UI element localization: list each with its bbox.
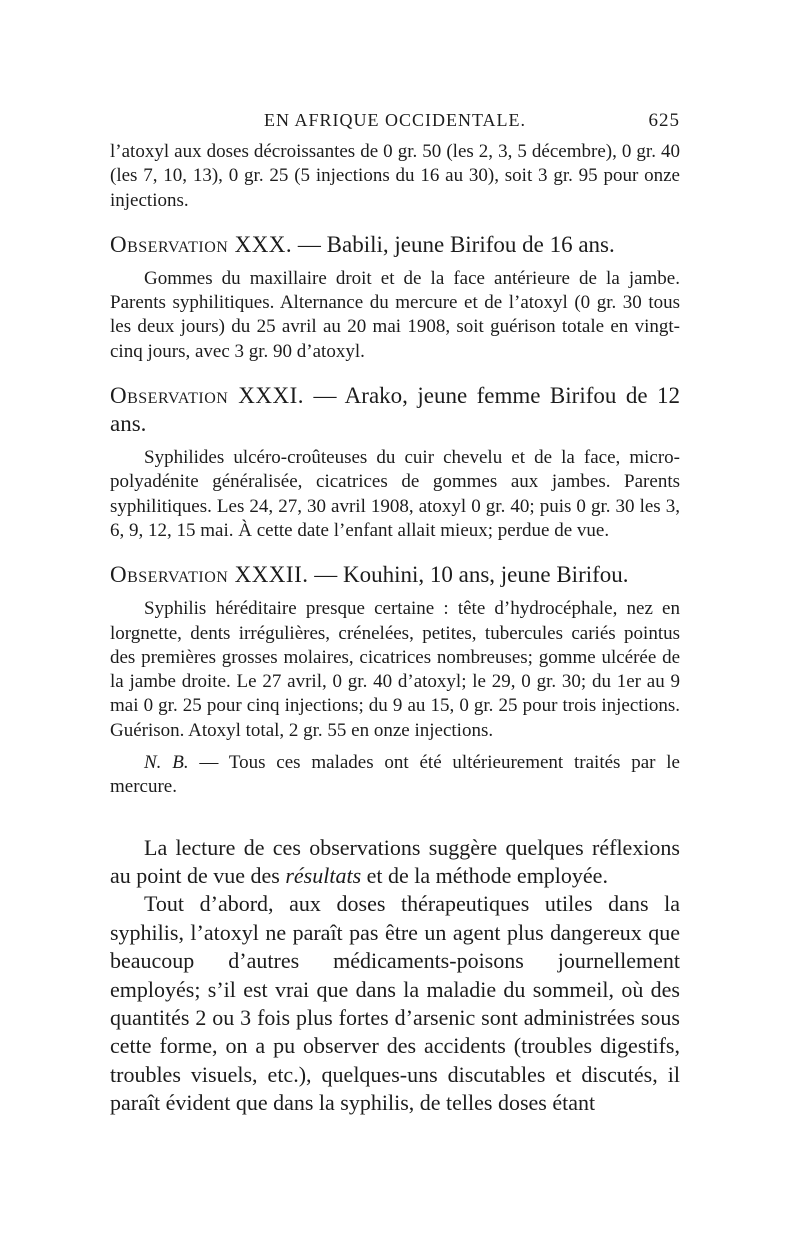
observation-32-label: Observation XXXII. [110, 562, 309, 588]
observation-30-label: Observation XXX. [110, 231, 293, 257]
running-head [110, 110, 680, 138]
nota-bene-label: N. B. [144, 752, 189, 774]
nota-bene [110, 751, 680, 800]
observation-31-heading [110, 382, 680, 438]
conclusion-1-start: La lecture de ces observations suggère quelques réflexions au point de vue des [110, 834, 680, 889]
observation-30-text: Gommes du maxillaire droit et de la face antérieure de la jambe. Parents syphilitiques. Alternance du mercure et de l’atoxyl (0 gr. 30 tous les deux jours) du 25 avril au 20 mai 1908, soit guérison totale en vingt-cinq jours, avec 3 gr. 90 d’atoxyl. [110, 267, 680, 362]
conclusion-paragraph-1 [110, 834, 680, 891]
continued-paragraph: l’atoxyl aux doses décroissantes de 0 gr. 50 (les 2, 3, 5 décembre), 0 gr. 40 (les 7, 10, 13), 0 gr. 25 (5 injections du 16 au 30), soit 3 gr. 95 pour onze injections. [110, 141, 680, 211]
observation-31-text: Syphilides ulcéro-croûteuses du cuir chevelu et de la face, micro-polyadénite généralisée, cicatrices de gommes aux jambes. Parents syphilitiques. Les 24, 27, 30 avril 1908, atoxyl 0 gr. 40; puis 0 gr. 30 les 3, 6, 9, 12, 15 mai. À cette date l’enfant allait mieux; perdue de vue. [110, 447, 680, 541]
observation-30-heading [110, 231, 680, 259]
observation-30-title: — Babili, jeune Birifou de 16 ans. [292, 231, 615, 257]
observation-32-text: Syphilis héréditaire presque certaine : tête d’hydrocéphale, nez en lorgnette, dents irrégulières, crénelées, petites, tubercules cariés pointus des premières grosses molaires, cicatrices nombreuses; gomme ulcérée de la jambe droite. Le 27 avril, 0 gr. 40 d’atoxyl; le 29, 0 gr. 30; du 1er au 9 mai 0 gr. 25 pour cinq injections; du 9 au 15, 0 gr. 25 pour trois injections. Guérison. Atoxyl total, 2 gr. 55 en onze injections. [110, 598, 680, 741]
conclusion-paragraph-2: Tout d’abord, aux doses thérapeutiques utiles dans la syphilis, l’atoxyl ne paraît pas être un agent plus dangereux que beaucoup d’autres médicaments-poisons journellement employés; s’il est vrai que dans la maladie du sommeil, où des quantités 2 ou 3 fois plus fortes d’arsenic sont administrées sous cette forme, on a pu observer des accidents (troubles digestifs, troubles visuels, etc.), quelques-uns discutables et discutés, il paraît évident que dans la syphilis, de telles doses étant [110, 891, 680, 1116]
conclusion-1-emphasis: résultats [285, 863, 362, 889]
observation-31-title: — Arako, jeune femme Birifou de 12 ans. [110, 383, 680, 437]
running-title: EN AFRIQUE OCCIDENTALE. [263, 110, 527, 130]
conclusion-1-end: et de la méthode employée. [361, 863, 608, 889]
observation-31-label: Observation XXXI. [110, 383, 305, 409]
observation-32-heading [110, 561, 680, 589]
page-body [110, 140, 680, 1118]
page-number: 625 [648, 110, 680, 131]
observation-32-title: — Kouhini, 10 ans, jeune Birifou. [308, 562, 629, 588]
nota-bene-text: — Tous ces malades ont été ultérieurement traités par le mercure. [110, 752, 680, 798]
